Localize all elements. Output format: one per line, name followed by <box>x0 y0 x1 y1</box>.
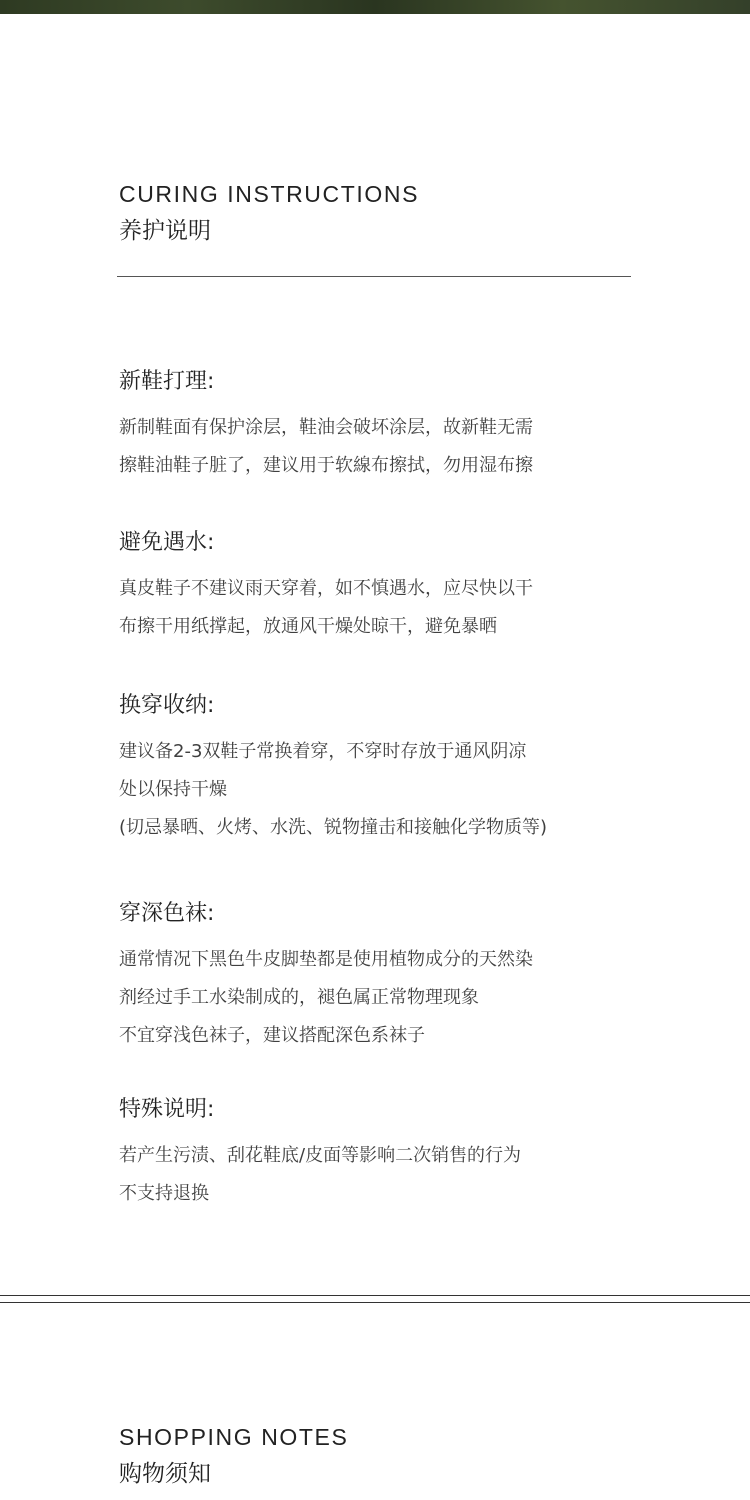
shopping-title-cn: 购物须知 <box>119 1461 211 1487</box>
care-section-title: 换穿收纳: <box>119 693 215 718</box>
care-section-title: 避免遇水: <box>119 530 215 555</box>
care-line: 处以保持干燥 <box>119 779 227 800</box>
curing-header <box>119 180 419 246</box>
care-line: 不支持退换 <box>119 1183 209 1204</box>
care-section-new-shoes <box>119 367 679 485</box>
care-line: (切忌暴晒、火烤、水洗、锐物撞击和接触化学物质等) <box>119 817 548 838</box>
top-photo-strip <box>0 0 750 14</box>
care-line: 布擦干用纸撑起，放通风干燥处晾干，避免暴晒 <box>119 616 497 637</box>
care-line: 擦鞋油鞋子脏了，建议用于软線布擦拭，勿用湿布擦 <box>119 455 533 476</box>
care-section-dark-socks <box>119 899 679 1055</box>
care-section-title: 穿深色袜: <box>119 901 215 926</box>
care-line: 通常情况下黑色牛皮脚垫都是使用植物成分的天然染 <box>119 949 533 970</box>
care-line: 建议备2-3双鞋子常换着穿，不穿时存放于通风阴凉 <box>119 741 527 762</box>
header-rule <box>117 276 631 277</box>
care-line: 真皮鞋子不建议雨天穿着，如不慎遇水，应尽快以干 <box>119 578 533 599</box>
care-section-special-notes <box>119 1095 679 1213</box>
curing-title-cn: 养护说明 <box>119 218 211 244</box>
care-section-avoid-water <box>119 528 679 646</box>
care-section-storage <box>119 691 679 847</box>
care-line: 剂经过手工水染制成的，褪色属正常物理现象 <box>119 987 479 1008</box>
shopping-header <box>119 1423 348 1489</box>
care-line: 不宜穿浅色袜子，建议搭配深色系袜子 <box>119 1025 425 1046</box>
care-line: 新制鞋面有保护涂层，鞋油会破坏涂层，故新鞋无需 <box>119 417 533 438</box>
section-divider-top <box>0 1295 750 1296</box>
section-divider-bottom <box>0 1302 750 1303</box>
shopping-title-en: SHOPPING NOTES <box>119 1424 349 1450</box>
care-section-title: 新鞋打理: <box>119 369 215 394</box>
care-section-title: 特殊说明: <box>119 1097 215 1122</box>
curing-title-en: CURING INSTRUCTIONS <box>119 181 420 207</box>
care-line: 若产生污渍、刮花鞋底/皮面等影响二次销售的行为 <box>119 1145 522 1166</box>
